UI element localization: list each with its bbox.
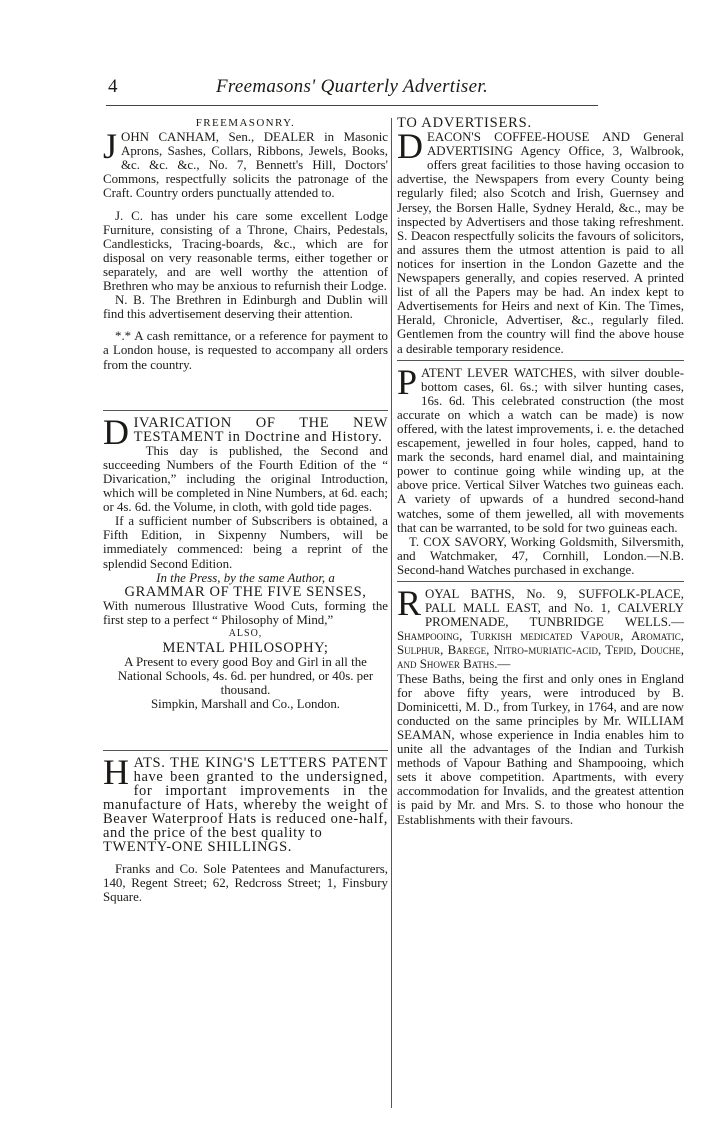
hats-price: TWENTY-ONE SHILLINGS. bbox=[103, 839, 292, 856]
bath-types: Shampooing, Turkish medicated Vapour, Aromatic, Sulphur, Barege, Nitro-muriatic-acid, Tepid, Douche, and Shower Baths.— bbox=[397, 629, 684, 672]
freemasonry-paragraph-3: N. B. The Brethren in Edinburgh and Dublin will find this advertisement deserving their attention. bbox=[103, 293, 388, 322]
baths-paragraph-2: These Baths, being the first and only ones in England for above fifty years, were introduced by B. Dominicetti, M. D., from Turkey, in 1764, and are now conducted on the same principles by Mr. WILLIAM SEAMAN, whose experience in India enables him to unite all the advantages of the Indian and Turkish methods of Vapour Bathing and Shampooing, which sets it above competition. Apartments, with every accommodation for Invalids, and the greatest attention is paid by Mr. and Mrs. S. to those who honour the Establishments with their favours. bbox=[397, 671, 684, 827]
freemasonry-paragraph-4: *.* A cash remittance, or a reference for payment to a London house, is requested to accompany all orders from the country. bbox=[103, 329, 388, 372]
separator bbox=[103, 750, 388, 751]
ad-freemasonry bbox=[103, 116, 388, 372]
publisher-line: Simpkin, Marshall and Co., London. bbox=[150, 697, 341, 712]
grammar-title: GRAMMAR OF THE FIVE SENSES, bbox=[124, 583, 367, 600]
present-note: A Present to every good Boy and Girl in all the National Schools, 4s. 6d. per hundred, or 40s. per thousand. bbox=[117, 655, 374, 698]
page-number: 4 bbox=[108, 76, 118, 97]
divarication-paragraph-1: This day is published, the Second and succeeding Numbers of the Fourth Edition of the “ Divarication,” including the original Introduction, which will be completed in Nine Numbers, at 6d. each; or 4s. 6d. the Volume, in cloth, with gold tide pages. bbox=[103, 443, 388, 515]
hats-paragraph-2: Franks and Co. Sole Patentees and Manufacturers, 140, Regent Street; 62, Redcross Street; 1, Finsbury Square. bbox=[103, 862, 388, 905]
also-label: ALSO, bbox=[228, 628, 263, 639]
ad-advertisers bbox=[397, 116, 684, 356]
right-column bbox=[397, 116, 684, 827]
running-title: Freemasons' Quarterly Advertiser. bbox=[215, 76, 488, 97]
watches-paragraph-2: T. COX SAVORY, Working Goldsmith, Silversmith, and Watchmaker, 47, Cornhill, London.—N.B. Second-hand Watches purchased in exchange. bbox=[397, 534, 684, 577]
dropcap-d: D bbox=[397, 126, 423, 167]
header-rule bbox=[106, 105, 598, 106]
freemasonry-paragraph-2: J. C. has under his care some excellent Lodge Furniture, consisting of a Throne, Chairs, Pedestals, Candlesticks, Tracing-boards, &c., which are for disposal on very reasonable terms, either together or separately, and are well worthy the attention of Brethren who may be anxious to refurnish their Lodge. bbox=[103, 208, 388, 294]
watches-paragraph-1: PATENT LEVER WATCHES, with silver double-bottom cases, 6l. 6s.; with silver hunting cases, 16s. 6d. This celebrated construction (the most accurate on which a watch can be made) is now offered, with the latest improvements, i. e. the detached escapement, jewelled in four holes, capped, hand to mark the seconds, hard enamel dial, and maintaining power to continue going while winding up, at the above price. Vertical Silver Watches two guineas each. A variety of upwards of a hundred second-hand watches, some of them jewelled, all with movements that can be warranted, to be sold for two guineas each. bbox=[397, 361, 684, 535]
separator bbox=[397, 360, 684, 361]
mental-philosophy-title: MENTAL PHILOSOPHY; bbox=[162, 640, 329, 657]
dropcap-r: R bbox=[397, 583, 422, 623]
page-header bbox=[108, 70, 596, 100]
column-divider bbox=[391, 118, 392, 1108]
divarication-title: DIVARICATION OF THE NEW TESTAMENT in Doctrine and History. bbox=[103, 411, 388, 452]
advertisers-paragraph: DEACON'S COFFEE-HOUSE AND General ADVERTISING Agency Office, 3, Walbrook, offers great facilities to those having occasion to advertise, the Newspapers from every County being regularly filed; also Scotch and Irish, Guernsey and Jersey, the Borsen Halle, Sydney Herald, &c., may be inspected by Advertisers and those taking refreshment. S. Deacon respectfully solicits the favours of solicitors, and assures them the utmost attention is paid to all notices for insertion in the London Gazette and the Newspapers generally, and copies reserved. A printed list of all the Papers may be had. An index kept to Advertisements for Heirs and next of Kin. The Times, Herald, Chronicle, Advertiser, &c., regularly filed. Gentlemen from the country will find the above house a desirable temporary residence. bbox=[397, 126, 684, 356]
ad-watches bbox=[397, 361, 684, 577]
separator bbox=[397, 581, 684, 582]
advertisers-heading: TO ADVERTISERS. bbox=[397, 115, 532, 131]
freemasonry-paragraph-1: JOHN CANHAM, Sen., DEALER in Masonic Aprons, Sashes, Collars, Ribbons, Jewels, Books, &c. &c. &c., No. 7, Bennett's Hill, Doctors' Commons, respectfully solicits the patronage of the Craft. Country orders punctually attended to. bbox=[103, 126, 388, 201]
baths-paragraph-1: ROYAL BATHS, No. 9, SUFFOLK-PLACE, PALL MALL EAST, and No. 1, CALVERLY PROMENADE, TUNBRIDGE WELLS.— Shampooing, Turkish medicated Vapour, Aromatic, Sulphur, Barege, Nitro-muriatic-acid, Tepid, Douche, and Shower Baths.— bbox=[397, 583, 684, 672]
divarication-press-note: In the Press, by the same Author, a bbox=[156, 570, 335, 585]
hats-paragraph-1: HATS. THE KING'S LETTERS PATENT have been granted to the undersigned, for important improvements in the manufacture of Hats, whereby the weight of Beaver Waterproof Hats is reduced one-half, and the price of the best quality to bbox=[103, 751, 388, 842]
divarication-paragraph-2: If a sufficient number of Subscribers is obtained, a Fifth Edition, in Sixpenny Numbers, will be immediately commenced: being a reprint of the splendid Second Edition. bbox=[103, 514, 388, 571]
grammar-description: With numerous Illustrative Wood Cuts, forming the first step to a perfect “ Philosophy of Mind,” bbox=[103, 598, 388, 627]
left-column bbox=[103, 116, 388, 905]
dropcap-p: P bbox=[397, 361, 418, 402]
ad-divarication bbox=[103, 411, 388, 712]
ad-hats bbox=[103, 751, 388, 905]
dropcap-j: J bbox=[103, 126, 118, 167]
separator bbox=[103, 410, 388, 411]
ad-baths bbox=[397, 583, 684, 827]
dropcap-d: D bbox=[103, 411, 130, 452]
freemasonry-heading: FREEMASONRY. bbox=[195, 117, 296, 129]
dropcap-h: H bbox=[103, 751, 130, 792]
